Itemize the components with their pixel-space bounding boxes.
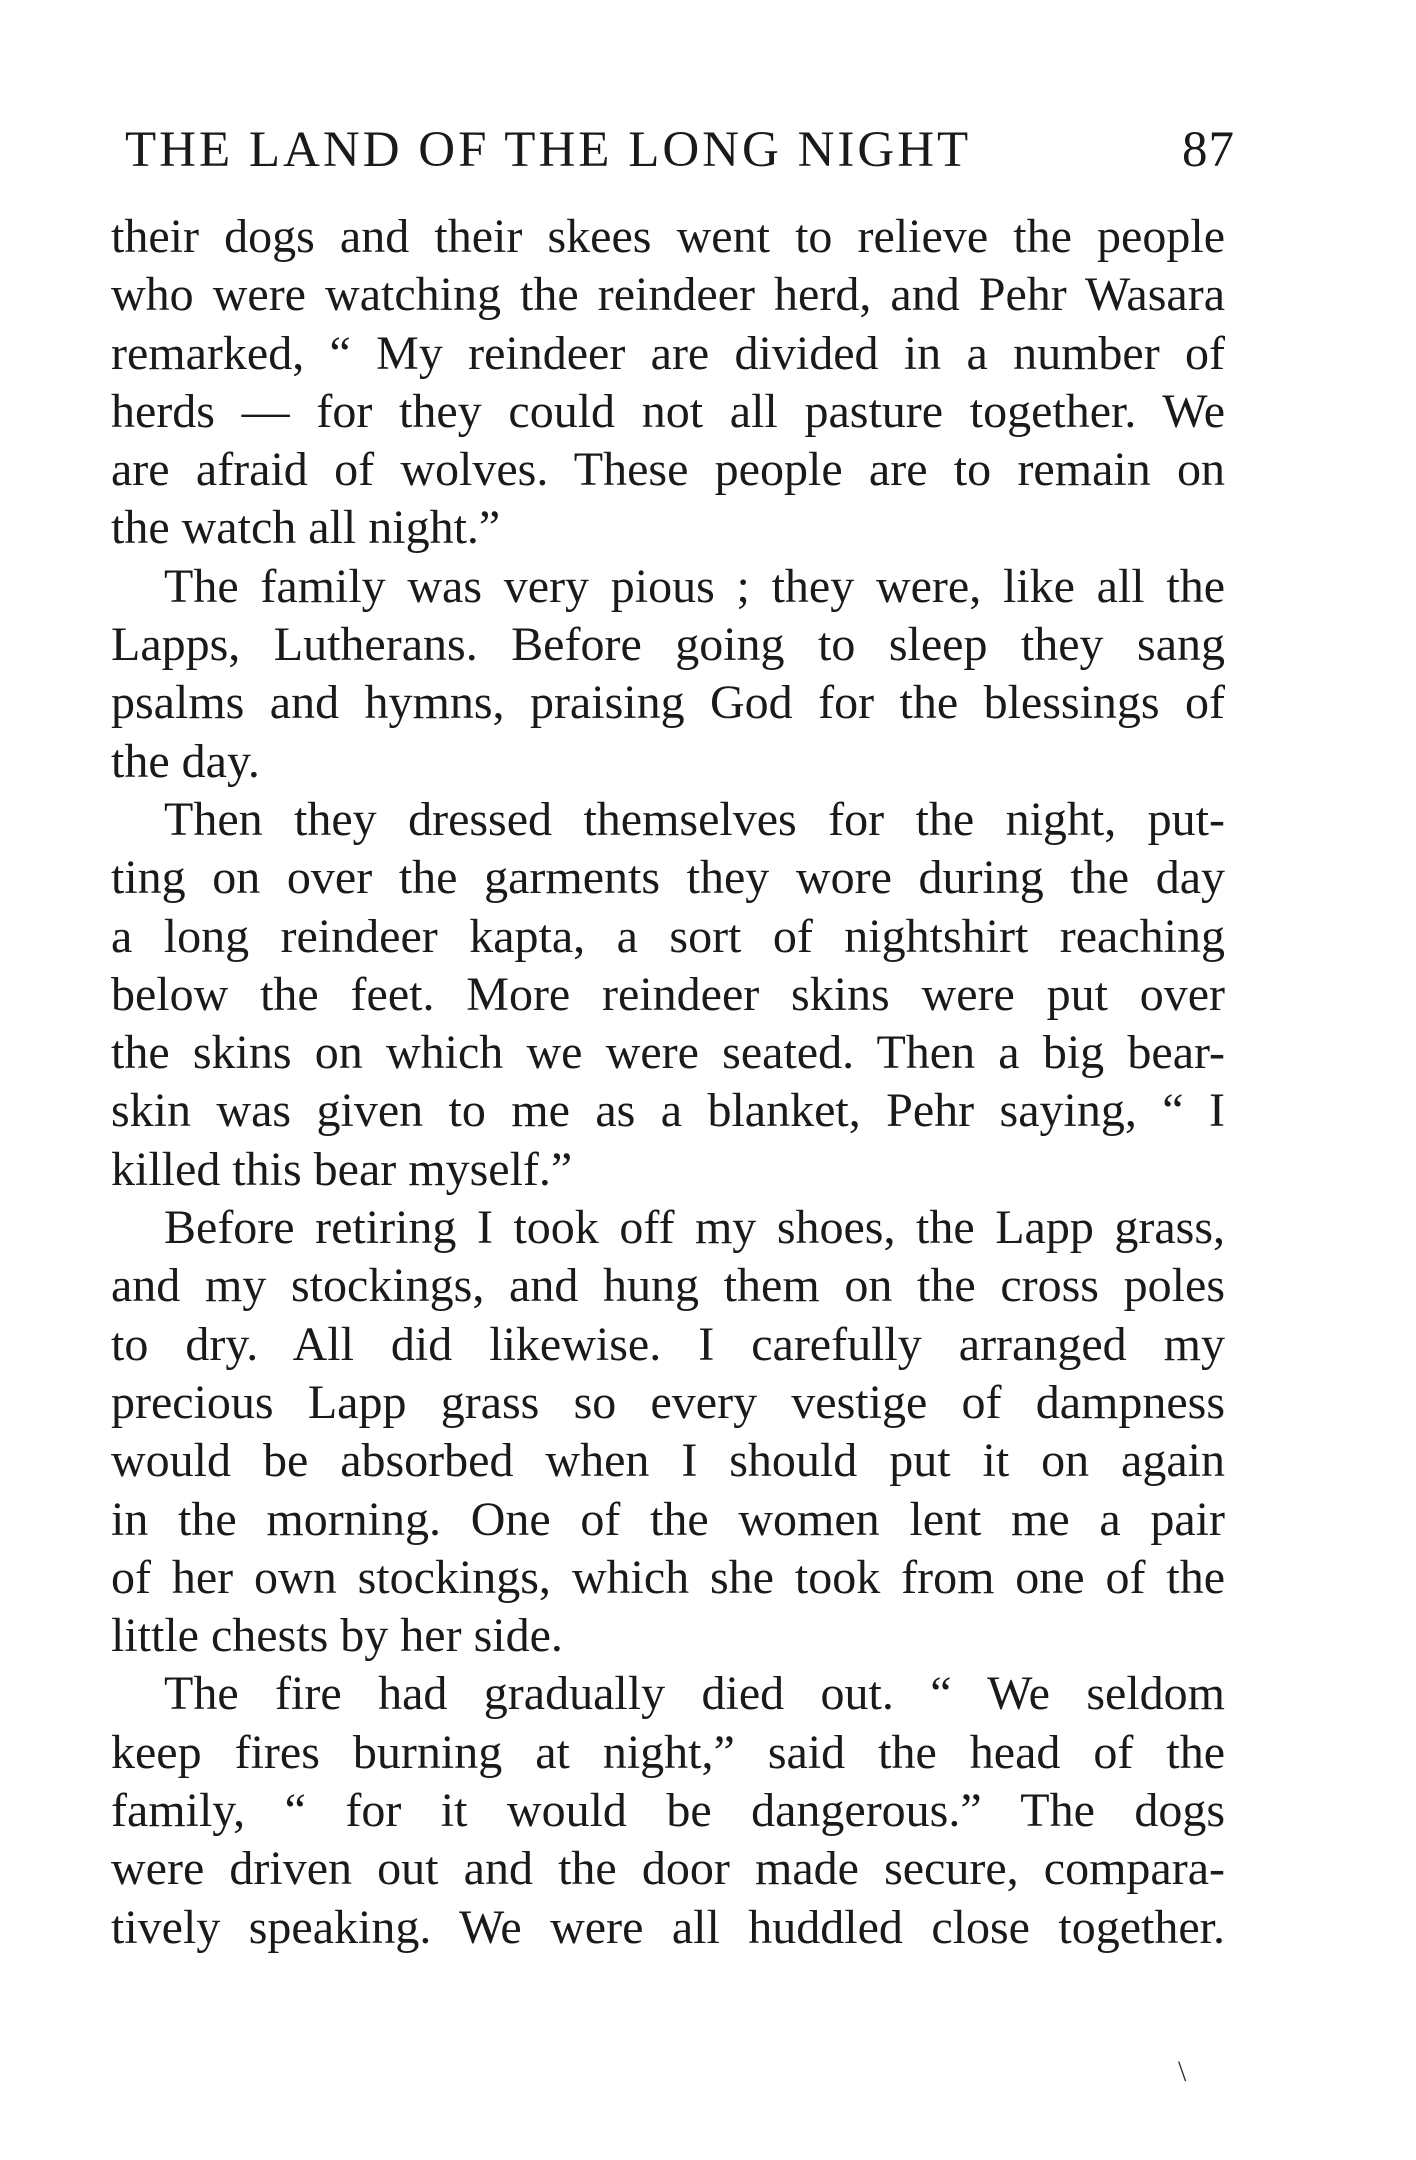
text-line: the watch all night.”	[111, 501, 501, 555]
text-line: below the feet. More reindeer skins were put over	[111, 967, 1225, 1021]
text-line: and my stockings, and hung them on the cross poles	[111, 1259, 1225, 1313]
text-line: a long reindeer kapta, a sort of nightshirt reaching	[111, 909, 1225, 963]
text-line: The family was very pious ; they were, like all the	[164, 559, 1225, 613]
text-line: their dogs and their skees went to relieve the people	[111, 210, 1225, 263]
body-text	[111, 208, 1225, 1957]
text-line: would be absorbed when I should put it on again	[111, 1434, 1225, 1488]
text-line: psalms and hymns, praising God for the blessings of	[111, 676, 1225, 730]
text-line: of her own stockings, which she took from one of the	[111, 1550, 1225, 1604]
text-line: to dry. All did likewise. I carefully arranged my	[111, 1317, 1225, 1371]
text-line: precious Lapp grass so every vestige of dampness	[111, 1375, 1225, 1429]
text-line: Lapps, Lutherans. Before going to sleep they sang	[111, 618, 1225, 672]
text-line: killed this bear myself.”	[111, 1142, 573, 1196]
text-line: Then they dressed themselves for the night, put-	[164, 792, 1225, 846]
text-line: in the morning. One of the women lent me a pair	[111, 1492, 1225, 1546]
text-line: Before retiring I took off my shoes, the Lapp grass,	[164, 1201, 1225, 1255]
text-line: tively speaking. We were all huddled close together.	[111, 1900, 1225, 1954]
text-line: ting on over the garments they wore during the day	[111, 851, 1225, 905]
running-head-title: THE LAND OF THE LONG NIGHT	[125, 122, 972, 178]
text-line: the skins on which we were seated. Then a big bear-	[111, 1026, 1225, 1080]
stray-ink-mark: \	[1178, 2055, 1187, 2088]
text-line: the day.	[111, 734, 260, 788]
text-line: who were watching the reindeer herd, and Pehr Wasara	[111, 268, 1225, 322]
text-line: family, “ for it would be dangerous.” The dogs	[111, 1784, 1225, 1838]
text-line: remarked, “ My reindeer are divided in a number of	[111, 326, 1225, 380]
text-line: keep fires burning at night,” said the head of the	[111, 1725, 1225, 1779]
text-line: were driven out and the door made secure, compara-	[111, 1842, 1225, 1896]
text-line: herds — for they could not all pasture together. We	[111, 384, 1225, 438]
text-line: little chests by her side.	[111, 1609, 563, 1663]
text-line: skin was given to me as a blanket, Pehr saying, “ I	[111, 1084, 1225, 1138]
text-line: are afraid of wolves. These people are to remain on	[111, 443, 1225, 497]
page-number: 87	[1182, 122, 1235, 178]
text-line: The fire had gradually died out. “ We seldom	[164, 1667, 1225, 1721]
running-head	[125, 118, 1235, 182]
